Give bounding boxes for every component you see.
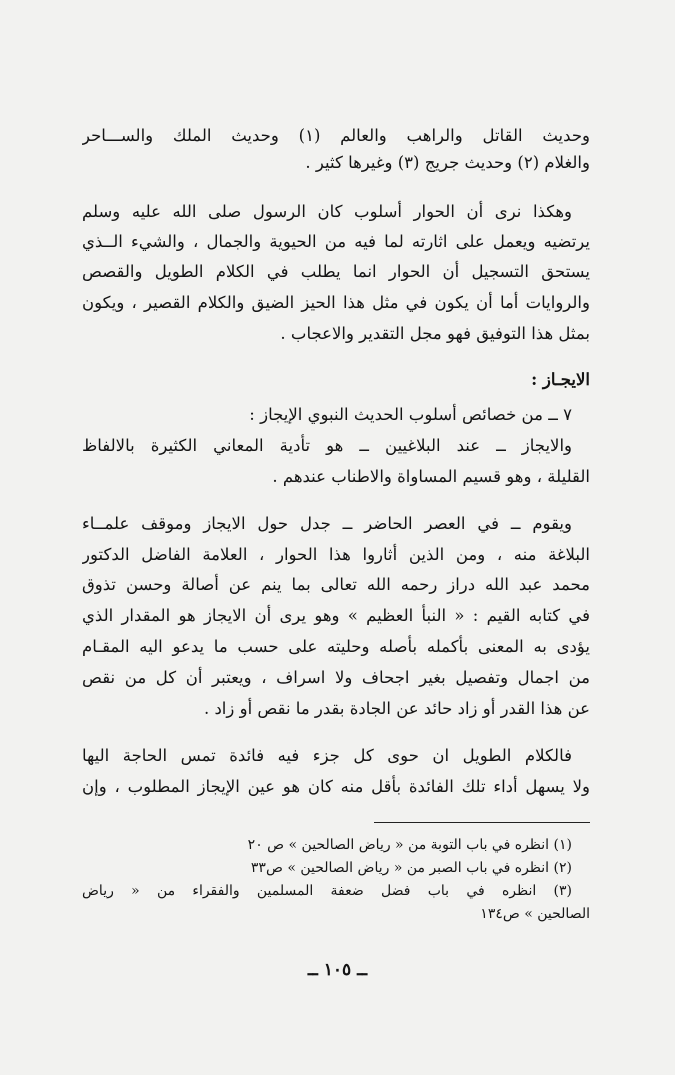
body-line: فالكلام الطويل ان حوى كل جزء فيه فائدة تمس الحاجة اليها	[82, 746, 572, 765]
body-line: يرتضيه ويعمل على اثارته لما فيه من الحيوية والجمال ، والشيء الــذي	[82, 232, 590, 251]
section-heading: الايجـاز :	[531, 370, 590, 389]
body-line: عن هذا القدر أو زاد حائد عن الجادة بقدر ما نقص أو زاد .	[203, 699, 590, 718]
footnote: (٢) انظره في باب الصبر من « رياض الصالحين » ص٣٣	[250, 860, 572, 876]
body-line: يستحق التسجيل أن الحوار انما يطلب في الكلام الطويل والقصص	[82, 262, 590, 281]
footnote: (٣) انظره في باب فضل ضعفة المسلمين والفقراء من « رياض	[82, 883, 572, 899]
body-line: البلاغة منه ، ومن الذين أثاروا هذا الحوار ، العلامة الفاضل الدكتور	[82, 545, 590, 564]
body-line: بمثل هذا التوفيق فهو مجل التقدير والاعجاب .	[280, 324, 590, 343]
body-line: في كتابه القيم : « النبأ العظيم » وهو يرى أن الايجاز هو المقدار الذي	[82, 606, 590, 625]
body-line: والروايات أما أن يكون في مثل هذا الحيز الضيق والكلام القصير ، ويكون	[82, 293, 590, 312]
body-line: والايجاز ــ عند البلاغيين ــ هو تأدية المعاني الكثيرة بالالفاظ	[82, 436, 572, 455]
body-line: ويقوم ــ في العصر الحاضر ــ جدل حول الايجاز وموقف علمــاء	[82, 514, 572, 533]
page-number: ــ ١٠٥ ــ	[307, 960, 368, 980]
body-line: من اجمال وتفصيل بغير اجحاف ولا اسراف ، ويعتبر أن كل من نقص	[82, 668, 590, 687]
body-line: وهكذا نرى أن الحوار أسلوب كان الرسول صلى الله عليه وسلم	[82, 202, 572, 221]
body-line: يؤدى به المعنى بأكمله بأصله وحليته على حسب ما يدعو اليه المقـام	[82, 637, 590, 656]
body-line: القليلة ، وهو قسيم المساواة والاطناب عندهم .	[272, 467, 590, 486]
body-line: محمد عبد الله دراز رحمه الله تعالى بما ينم عن أصالة وحسن تذوق	[82, 575, 590, 594]
body-line: وحديث القاتل والراهب والعالم (١) وحديث الملك والســـاحر	[82, 126, 590, 145]
footnote: الصالحين » ص١٣٤	[480, 906, 590, 922]
body-line: ولا يسهل أداء تلك الفائدة بأقل منه كان هو عين الإيجاز المطلوب ، وإن	[82, 777, 590, 796]
footnote: (١) انظره في باب التوبة من « رياض الصالحين » ص ٢٠	[247, 837, 572, 853]
body-line: ٧ ــ من خصائص أسلوب الحديث النبوي الإيجاز :	[249, 405, 572, 424]
footnote-separator	[374, 822, 590, 823]
body-line: والغلام (٢) وحديث جريج (٣) وغيرها كثير .	[305, 153, 590, 172]
